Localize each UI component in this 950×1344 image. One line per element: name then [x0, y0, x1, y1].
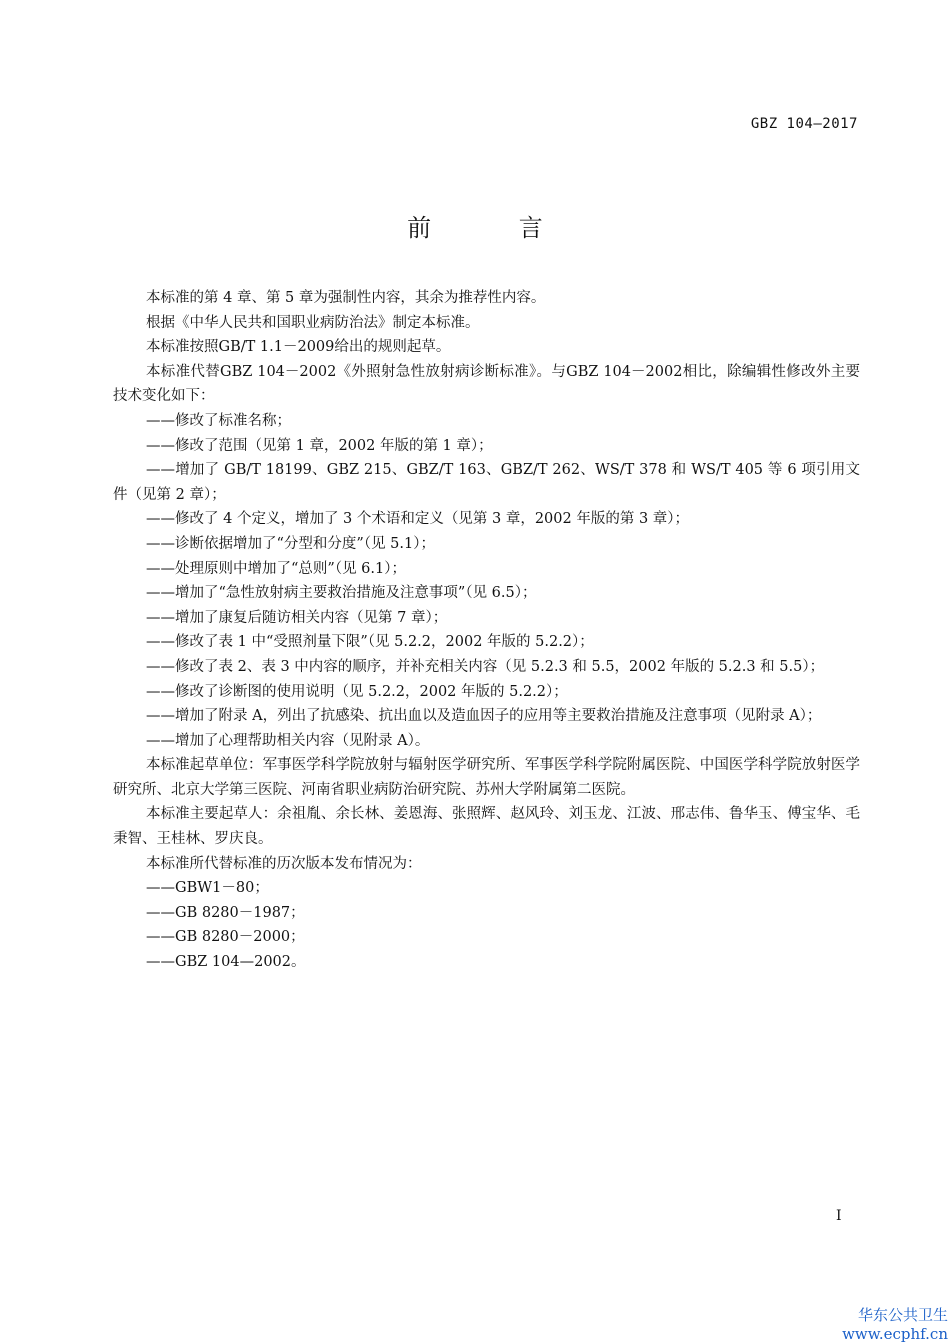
page-title: 前 言 — [407, 214, 583, 242]
paragraph: 本标准代替GBZ 104－2002《外照射急性放射病诊断标准》。与GBZ 104－2002相比，除编辑性修改外主要技术变化如下： — [113, 363, 860, 405]
watermark — [842, 1306, 948, 1344]
paragraph: 本标准按照GB/T 1.1－2009给出的规则起草。 — [146, 339, 451, 356]
paragraph: 根据《中华人民共和国职业病防治法》制定本标准。 — [146, 314, 480, 331]
change-item: ——增加了附录 A，列出了抗感染、抗出血以及造血因子的应用等主要救治措施及注意事项（见附录 A）； — [146, 708, 822, 725]
change-item: ——修改了标准名称； — [146, 412, 291, 429]
page-number: I — [836, 1208, 842, 1224]
version-item: ——GBZ 104—2002。 — [146, 954, 306, 971]
change-item: ——修改了诊断图的使用说明（见 5.2.2，2002 年版的 5.2.2）； — [146, 683, 568, 700]
change-item: ——修改了范围（见第 1 章，2002 年版的第 1 章）； — [146, 437, 493, 454]
watermark-name: 华东公共卫生 — [857, 1306, 948, 1324]
change-item: ——处理原则中增加了“总则”（见 6.1）； — [146, 560, 406, 577]
change-item: ——修改了表 2、表 3 中内容的顺序，并补充相关内容（见 5.2.3 和 5.5，2002 年版的 5.2.3 和 5.5）； — [146, 658, 825, 675]
change-item: ——增加了心理帮助相关内容（见附录 A）。 — [146, 732, 430, 749]
version-item: ——GB 8280－2000； — [146, 929, 305, 946]
paragraph: 本标准所代替标准的历次版本发布情况为： — [146, 855, 422, 872]
change-item: ——修改了 4 个定义，增加了 3 个术语和定义（见第 3 章，2002 年版的第 3 章）； — [146, 511, 690, 528]
paragraph: 本标准的第 4 章、第 5 章为强制性内容，其余为推荐性内容。 — [146, 290, 546, 306]
foreword-body — [113, 286, 860, 975]
change-item: ——增加了“急性放射病主要救治措施及注意事项”（见 6.5）； — [146, 585, 537, 602]
change-item: ——修改了表 1 中“受照剂量下限”（见 5.2.2，2002 年版的 5.2.2）； — [146, 634, 594, 651]
version-item: ——GBW1－80； — [146, 880, 269, 897]
change-item: ——增加了 GB/T 18199、GBZ 215、GBZ/T 163、GBZ/T 262、WS/T 378 和 WS/T 405 等 6 项引用文件（见第 2 章）； — [113, 462, 860, 503]
change-item: ——诊断依据增加了“分型和分度”（见 5.1）； — [146, 535, 435, 552]
watermark-url[interactable]: www.ecphf.cn — [842, 1325, 948, 1343]
change-item: ——增加了康复后随访相关内容（见第 7 章）； — [146, 609, 448, 626]
drafting-units: 本标准起草单位：军事医学科学院放射与辐射医学研究所、军事医学科学院附属医院、中国医学科学院放射医学研究所、北京大学第三医院、河南省职业病防治研究院、苏州大学附属第二医院。 — [113, 757, 860, 798]
drafters: 本标准主要起草人：余祖胤、余长林、姜恩海、张照辉、赵风玲、刘玉龙、江波、邢志伟、鲁华玉、傅宝华、毛秉智、王桂林、罗庆良。 — [113, 806, 860, 848]
standard-code: GBZ 104—2017 — [750, 116, 858, 132]
version-item: ——GB 8280－1987； — [146, 904, 305, 921]
